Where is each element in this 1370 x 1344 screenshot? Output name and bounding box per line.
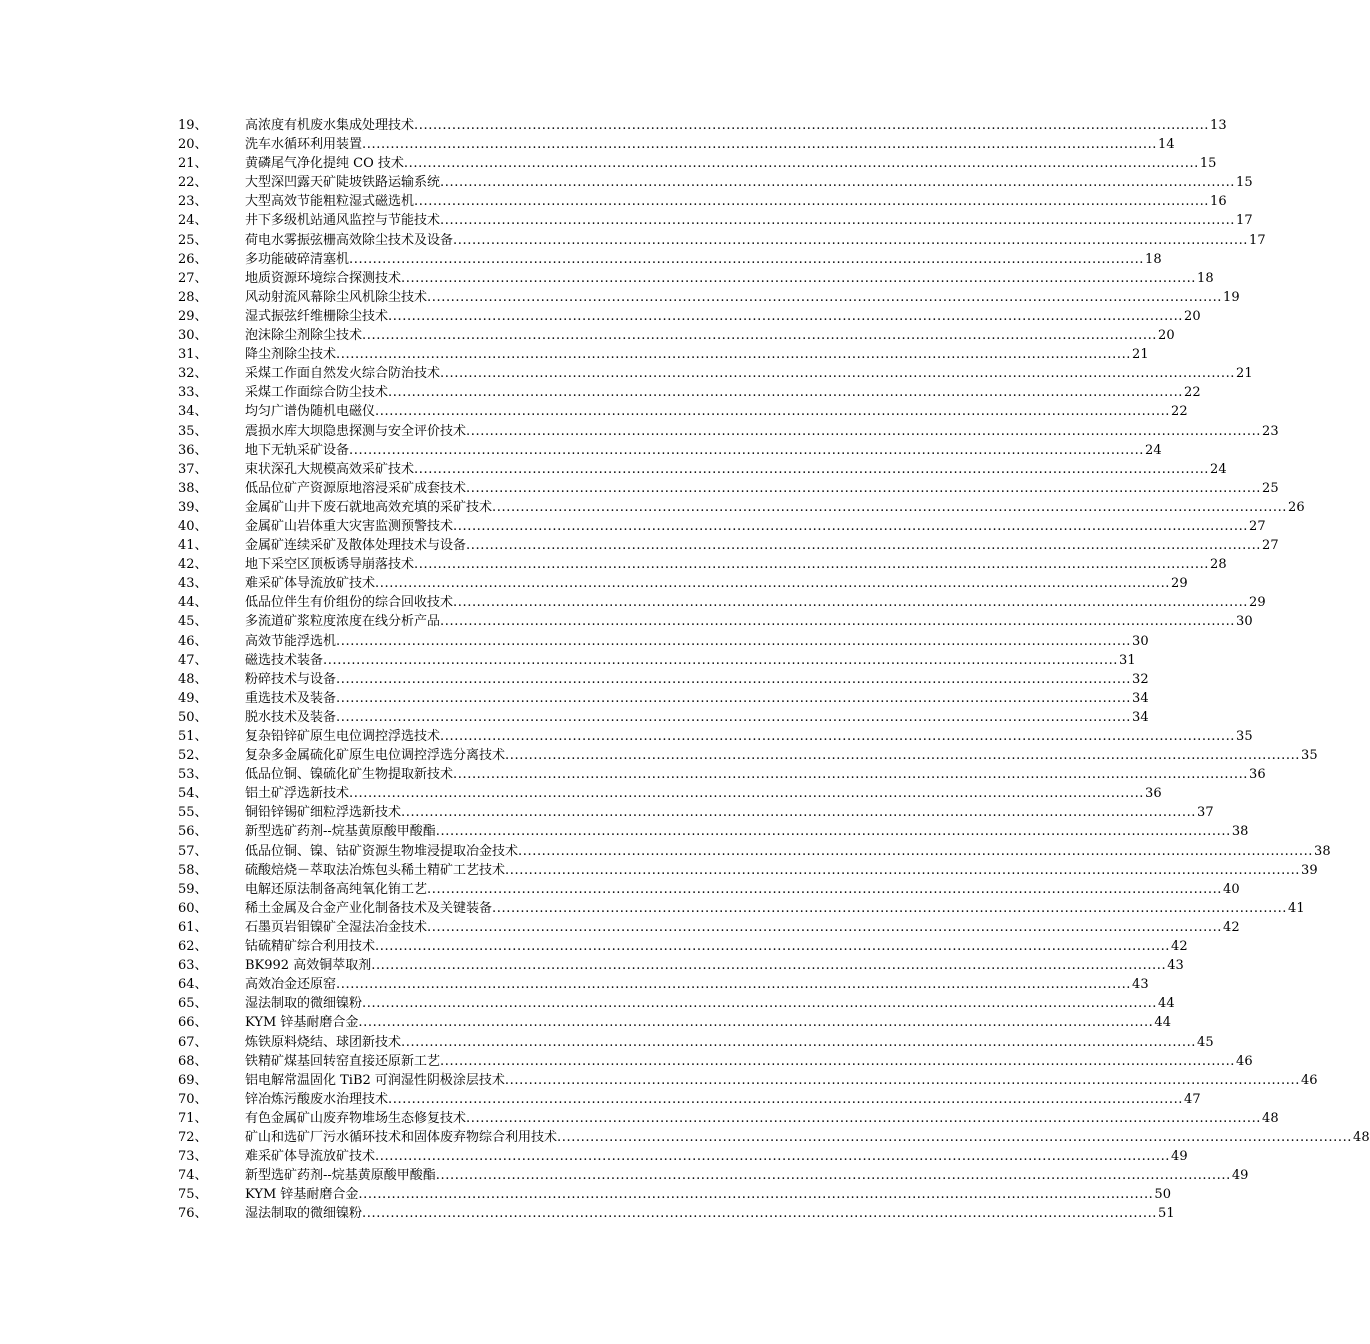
toc-entry[interactable] <box>178 307 1201 326</box>
toc-entry[interactable] <box>178 937 1188 956</box>
toc-entry[interactable] <box>178 1071 1318 1090</box>
toc-entry-title: BK992 高效铜萃取剂 <box>245 958 372 974</box>
toc-entry[interactable] <box>178 1109 1279 1128</box>
toc-entry-title: 降尘剂除尘技术 <box>245 347 337 363</box>
toc-entry-title: 难采矿体导流放矿技术 <box>245 1149 376 1165</box>
toc-dot-leader <box>388 383 1183 402</box>
toc-dot-leader <box>440 173 1235 192</box>
toc-entry-title: 金属矿山井下废石就地高效充填的采矿技术 <box>245 499 493 515</box>
toc-entry-page: 19 <box>1223 289 1240 305</box>
toc-dot-leader <box>505 746 1300 765</box>
toc-entry-page: 49 <box>1231 1168 1249 1184</box>
toc-entry[interactable] <box>178 250 1162 269</box>
toc-entry-page: 41 <box>1288 900 1305 916</box>
toc-entry-page: 30 <box>1132 633 1149 649</box>
toc-entry-page: 21 <box>1236 366 1253 382</box>
toc-entry-number: 59、 <box>178 881 208 897</box>
toc-entry-title: 粉碎技术与设备 <box>245 671 337 687</box>
toc-entry-number: 36、 <box>178 442 208 458</box>
toc-entry-number: 38、 <box>178 480 208 496</box>
toc-entry[interactable] <box>178 1185 1171 1204</box>
toc-entry-title: 有色金属矿山废弃物堆场生态修复技术 <box>245 1110 467 1126</box>
toc-dot-leader <box>375 1147 1170 1166</box>
toc-entry-page: 29 <box>1249 595 1266 611</box>
toc-entry-title: 采煤工作面综合防尘技术 <box>245 385 389 401</box>
toc-entry-number: 51、 <box>178 729 208 744</box>
toc-dot-leader <box>401 1033 1196 1052</box>
toc-entry-page: 39 <box>1301 862 1318 878</box>
toc-entry[interactable] <box>178 536 1279 555</box>
toc-entry[interactable] <box>178 1090 1201 1109</box>
toc-entry-number: 47、 <box>178 652 208 668</box>
toc-entry-number: 32、 <box>178 366 208 382</box>
toc-entry-title: 荷电水雾振弦栅高效除尘技术及设备 <box>245 232 454 248</box>
toc-entry-number: 69、 <box>178 1072 208 1088</box>
toc-entry[interactable] <box>178 192 1227 211</box>
toc-entry[interactable] <box>178 288 1240 307</box>
toc-entry[interactable] <box>178 689 1149 708</box>
toc-entry-title: 高效节能浮选机 <box>245 633 337 649</box>
toc-entry-title: 复杂多金属硫化矿原生电位调控浮选分离技术 <box>245 748 506 764</box>
toc-entry-title: 大型高效节能粗粒湿式磁选机 <box>245 194 415 210</box>
toc-entry-title: 均匀广谱伪随机电磁仪 <box>245 404 376 420</box>
toc-entry-number: 76、 <box>178 1206 208 1222</box>
toc-entry-page: 18 <box>1145 251 1162 267</box>
toc-entry-page: 38 <box>1231 824 1249 840</box>
toc-entry-page: 14 <box>1158 137 1175 153</box>
toc-entry-number: 41、 <box>178 538 208 554</box>
toc-entry-title: 风动射流风幕除尘风机除尘技术 <box>245 289 428 305</box>
toc-entry[interactable] <box>178 784 1162 803</box>
toc-entry-page: 48 <box>1262 1110 1279 1126</box>
toc-dot-leader <box>336 708 1131 727</box>
toc-entry-number: 20、 <box>178 137 208 153</box>
toc-dot-leader <box>375 937 1170 956</box>
toc-entry-number: 53、 <box>178 767 208 783</box>
toc-entry-page: 40 <box>1223 881 1240 897</box>
toc-entry[interactable] <box>178 803 1214 822</box>
toc-entry-page: 34 <box>1132 690 1149 706</box>
toc-entry-number: 55、 <box>178 805 208 821</box>
toc-dot-leader <box>492 899 1287 918</box>
toc-entry-number: 19、 <box>178 118 208 133</box>
toc-entry[interactable] <box>178 899 1305 918</box>
toc-dot-leader <box>427 918 1222 937</box>
toc-dot-leader <box>362 1204 1157 1223</box>
toc-entry-number: 28、 <box>178 289 208 305</box>
toc-entry-title: 炼铁原料烧结、球团新技术 <box>245 1034 402 1050</box>
toc-dot-leader <box>336 975 1131 994</box>
toc-entry-title: 金属矿连续采矿及散体处理技术与设备 <box>245 538 467 554</box>
toc-entry-number: 46、 <box>178 633 208 649</box>
toc-entry-number: 65、 <box>178 996 208 1012</box>
toc-entry-page: 38 <box>1314 843 1331 859</box>
toc-entry-number: 68、 <box>178 1053 208 1069</box>
toc-entry-title: 采煤工作面自然发火综合防治技术 <box>245 366 441 382</box>
toc-entry-number: 61、 <box>178 919 208 935</box>
toc-entry[interactable] <box>178 460 1227 479</box>
toc-dot-leader <box>440 364 1235 383</box>
toc-entry-page: 25 <box>1262 480 1279 496</box>
toc-dot-leader <box>414 460 1209 479</box>
toc-dot-leader <box>440 1052 1235 1071</box>
toc-entry-page: 20 <box>1184 308 1201 324</box>
toc-entry[interactable] <box>178 822 1249 841</box>
toc-entry-title: 高浓度有机废水集成处理技术 <box>245 118 415 133</box>
toc-entry-title: 脱水技术及装备 <box>245 709 337 725</box>
toc-entry[interactable] <box>178 211 1253 230</box>
toc-dot-leader <box>358 1185 1153 1204</box>
toc-entry[interactable] <box>178 231 1266 250</box>
toc-entry-number: 73、 <box>178 1149 208 1165</box>
toc-entry-page: 42 <box>1171 939 1188 955</box>
toc-dot-leader <box>414 555 1209 574</box>
toc-entry-number: 45、 <box>178 614 208 630</box>
toc-entry-title: 铁精矿煤基回转窑直接还原新工艺 <box>245 1053 441 1069</box>
toc-dot-leader <box>349 441 1144 460</box>
toc-entry[interactable] <box>178 517 1266 536</box>
toc-dot-leader <box>336 670 1131 689</box>
toc-dot-leader <box>466 536 1261 555</box>
toc-entry-number: 57、 <box>178 843 208 859</box>
toc-dot-leader <box>362 135 1157 154</box>
toc-entry[interactable] <box>178 345 1149 364</box>
toc-entry-page: 46 <box>1300 1072 1318 1088</box>
toc-entry-page: 27 <box>1262 538 1279 554</box>
toc-entry-number: 34、 <box>178 404 208 420</box>
toc-entry-page: 17 <box>1236 213 1253 229</box>
toc-entry[interactable] <box>178 479 1279 498</box>
table-of-contents <box>178 116 1370 1223</box>
toc-entry-page: 44 <box>1158 996 1175 1012</box>
toc-entry[interactable] <box>178 154 1217 173</box>
toc-entry-page: 47 <box>1184 1091 1201 1107</box>
toc-entry-page: 29 <box>1171 576 1188 592</box>
toc-dot-leader <box>349 784 1144 803</box>
toc-dot-leader <box>375 574 1170 593</box>
toc-entry-number: 52、 <box>178 748 208 764</box>
toc-entry-number: 56、 <box>178 824 208 840</box>
toc-entry[interactable] <box>178 383 1201 402</box>
toc-entry-title: 磁选技术装备 <box>245 652 324 668</box>
toc-entry[interactable] <box>178 422 1279 441</box>
toc-dot-leader <box>466 1109 1261 1128</box>
toc-entry-title: 新型选矿药剂--烷基黄原酸甲酸酯 <box>245 1168 436 1184</box>
toc-entry-page: 31 <box>1119 652 1136 668</box>
toc-entry-title: 铝电解常温固化 TiB2 可润湿性阴极涂层技术 <box>245 1072 505 1088</box>
toc-dot-leader <box>436 822 1231 841</box>
toc-entry-title: 大型深凹露天矿陡坡铁路运输系统 <box>245 175 441 191</box>
toc-entry-number: 71、 <box>178 1110 208 1126</box>
toc-entry-page: 35 <box>1236 729 1253 744</box>
toc-entry[interactable] <box>178 975 1149 994</box>
toc-entry-page: 18 <box>1197 270 1214 286</box>
toc-entry-title: 稀土金属及合金产业化制备技术及关键装备 <box>245 900 493 916</box>
toc-entry-number: 33、 <box>178 385 208 401</box>
toc-entry-title: 新型选矿药剂--烷基黄原酸甲酸酯 <box>245 824 436 840</box>
toc-entry-number: 60、 <box>178 900 208 916</box>
toc-entry-number: 63、 <box>178 958 208 974</box>
toc-dot-leader <box>336 632 1131 651</box>
toc-dot-leader <box>358 1013 1153 1032</box>
toc-dot-leader <box>362 994 1157 1013</box>
toc-entry-page: 36 <box>1145 786 1162 802</box>
toc-entry-number: 58、 <box>178 862 208 878</box>
toc-entry-page: 48 <box>1353 1129 1370 1145</box>
toc-entry-title: 地下无轨采矿设备 <box>245 442 350 458</box>
toc-entry-number: 35、 <box>178 423 208 439</box>
toc-entry[interactable] <box>178 173 1253 192</box>
toc-dot-leader <box>388 307 1183 326</box>
toc-entry-title: 石墨页岩钼镍矿全湿法冶金技术 <box>245 919 428 935</box>
toc-entry-page: 22 <box>1171 404 1188 420</box>
toc-entry-page: 26 <box>1288 499 1305 515</box>
toc-entry-page: 20 <box>1158 328 1175 344</box>
toc-dot-leader <box>427 288 1222 307</box>
toc-entry-title: 难采矿体导流放矿技术 <box>245 576 376 592</box>
toc-entry-number: 62、 <box>178 939 208 955</box>
toc-entry-page: 49 <box>1171 1149 1188 1165</box>
toc-entry-page: 43 <box>1132 977 1149 993</box>
toc-entry-number: 54、 <box>178 786 208 802</box>
toc-entry-number: 22、 <box>178 175 208 191</box>
toc-entry-title: 湿法制取的微细镍粉 <box>245 996 363 1012</box>
toc-entry-number: 24、 <box>178 213 208 229</box>
toc-entry-page: 34 <box>1132 709 1149 725</box>
toc-entry[interactable] <box>178 574 1188 593</box>
toc-dot-leader <box>336 689 1131 708</box>
toc-dot-leader <box>401 269 1196 288</box>
toc-entry-number: 44、 <box>178 595 208 611</box>
toc-entry-title: 电解还原法制备高纯氧化铕工艺 <box>245 881 428 897</box>
toc-entry-title: 井下多级机站通风监控与节能技术 <box>245 213 441 229</box>
toc-entry-page: 36 <box>1249 767 1266 783</box>
toc-entry-page: 45 <box>1197 1034 1214 1050</box>
toc-entry-title: 湿式振弦纤维栅除尘技术 <box>245 308 389 324</box>
toc-entry[interactable] <box>178 135 1175 154</box>
toc-dot-leader <box>414 192 1209 211</box>
toc-entry-page: 28 <box>1210 557 1227 573</box>
toc-dot-leader <box>427 880 1222 899</box>
toc-entry-page: 51 <box>1158 1206 1175 1222</box>
toc-dot-leader <box>518 842 1313 861</box>
toc-entry-title: 洗车水循环利用装置 <box>245 137 363 153</box>
toc-entry-page: 35 <box>1301 748 1318 764</box>
toc-dot-leader <box>371 956 1166 975</box>
toc-entry-title: 黄磷尾气净化提纯 CO 技术 <box>245 156 404 172</box>
toc-dot-leader <box>436 1166 1231 1185</box>
toc-entry-page: 24 <box>1210 461 1227 477</box>
toc-entry[interactable] <box>178 555 1227 574</box>
toc-entry[interactable] <box>178 1052 1253 1071</box>
toc-entry-number: 64、 <box>178 977 208 993</box>
toc-entry-title: 铝土矿浮选新技术 <box>245 786 350 802</box>
toc-entry-title: 湿法制取的微细镍粉 <box>245 1206 363 1222</box>
toc-dot-leader <box>440 211 1235 230</box>
toc-dot-leader <box>440 612 1235 631</box>
toc-dot-leader <box>336 345 1131 364</box>
toc-entry[interactable] <box>178 956 1184 975</box>
toc-entry-page: 50 <box>1154 1187 1171 1203</box>
toc-dot-leader <box>414 116 1209 135</box>
toc-entry-title: 低品位伴生有价组份的综合回收技术 <box>245 595 454 611</box>
toc-entry-page: 13 <box>1210 118 1227 133</box>
toc-entry-number: 40、 <box>178 518 208 534</box>
toc-entry-number: 50、 <box>178 709 208 725</box>
toc-entry-number: 43、 <box>178 576 208 592</box>
toc-entry-title: 震损水库大坝隐患探测与安全评价技术 <box>245 423 467 439</box>
toc-entry-title: 泡沫除尘剂除尘技术 <box>245 328 363 344</box>
toc-entry[interactable] <box>178 1204 1175 1223</box>
toc-entry[interactable] <box>178 918 1240 937</box>
toc-entry-number: 25、 <box>178 232 208 248</box>
toc-entry[interactable] <box>178 861 1318 880</box>
toc-entry-number: 37、 <box>178 461 208 477</box>
toc-dot-leader <box>349 250 1144 269</box>
toc-entry[interactable] <box>178 1013 1171 1032</box>
toc-entry-number: 67、 <box>178 1034 208 1050</box>
toc-entry-title: KYM 锌基耐磨合金 <box>245 1015 359 1031</box>
toc-entry[interactable] <box>178 1147 1188 1166</box>
toc-entry-title: 矿山和选矿厂污水循环技术和固体废弃物综合利用技术 <box>245 1129 558 1145</box>
toc-entry-number: 66、 <box>178 1015 208 1031</box>
toc-entry-title: 地下采空区顶板诱导崩落技术 <box>245 557 415 573</box>
toc-dot-leader <box>453 593 1248 612</box>
toc-dot-leader <box>505 1071 1300 1090</box>
toc-dot-leader <box>505 861 1300 880</box>
toc-entry-page: 44 <box>1154 1015 1171 1031</box>
toc-entry-number: 72、 <box>178 1129 208 1145</box>
toc-entry[interactable] <box>178 593 1266 612</box>
toc-entry[interactable] <box>178 727 1253 746</box>
toc-dot-leader <box>404 154 1199 173</box>
toc-dot-leader <box>388 1090 1183 1109</box>
toc-dot-leader <box>557 1128 1352 1147</box>
toc-entry-number: 42、 <box>178 557 208 573</box>
toc-entry-page: 27 <box>1249 518 1266 534</box>
toc-entry-number: 30、 <box>178 328 208 344</box>
toc-entry-title: KYM 锌基耐磨合金 <box>245 1187 359 1203</box>
toc-dot-leader <box>466 422 1261 441</box>
toc-entry[interactable] <box>178 880 1240 899</box>
toc-entry-title: 低品位铜、镍、钴矿资源生物堆浸提取冶金技术 <box>245 843 519 859</box>
toc-entry[interactable] <box>178 651 1136 670</box>
toc-entry[interactable] <box>178 994 1175 1013</box>
toc-entry-number: 27、 <box>178 270 208 286</box>
toc-entry[interactable] <box>178 326 1175 345</box>
toc-entry-page: 16 <box>1210 194 1227 210</box>
toc-entry-number: 49、 <box>178 690 208 706</box>
toc-entry-number: 29、 <box>178 308 208 324</box>
toc-dot-leader <box>453 231 1248 250</box>
toc-entry-number: 31、 <box>178 347 208 363</box>
toc-entry-number: 75、 <box>178 1187 208 1203</box>
toc-entry-title: 低品位铜、镍硫化矿生物提取新技术 <box>245 767 454 783</box>
toc-entry-number: 48、 <box>178 671 208 687</box>
toc-entry[interactable] <box>178 269 1214 288</box>
toc-entry-title: 束状深孔大规模高效采矿技术 <box>245 461 415 477</box>
toc-entry[interactable] <box>178 402 1188 421</box>
toc-dot-leader <box>453 517 1248 536</box>
toc-entry[interactable] <box>178 612 1253 631</box>
toc-entry-number: 70、 <box>178 1091 208 1107</box>
toc-entry[interactable] <box>178 498 1305 517</box>
toc-entry-title: 低品位矿产资源原地溶浸采矿成套技术 <box>245 480 467 496</box>
toc-dot-leader <box>492 498 1287 517</box>
toc-entry-page: 17 <box>1249 232 1266 248</box>
toc-entry-page: 21 <box>1132 347 1149 363</box>
toc-entry-title: 重选技术及装备 <box>245 690 337 706</box>
toc-entry-number: 39、 <box>178 499 208 515</box>
toc-entry[interactable] <box>178 364 1253 383</box>
toc-entry-title: 铜铅锌锡矿细粒浮选新技术 <box>245 805 402 821</box>
toc-dot-leader <box>453 765 1248 784</box>
toc-dot-leader <box>323 651 1118 670</box>
toc-dot-leader <box>362 326 1157 345</box>
toc-dot-leader <box>466 479 1261 498</box>
toc-entry-title: 多流道矿浆粒度浓度在线分析产品 <box>245 614 441 630</box>
toc-entry-page: 46 <box>1236 1053 1253 1069</box>
toc-dot-leader <box>401 803 1196 822</box>
toc-entry-page: 15 <box>1236 175 1253 191</box>
toc-entry[interactable] <box>178 116 1227 135</box>
toc-entry-page: 43 <box>1167 958 1184 974</box>
toc-dot-leader <box>440 727 1235 746</box>
toc-entry-page: 32 <box>1132 671 1149 687</box>
toc-entry[interactable] <box>178 765 1266 784</box>
toc-entry-number: 21、 <box>178 156 208 172</box>
toc-entry-title: 多功能破碎清塞机 <box>245 251 350 267</box>
toc-entry-title: 硫酸焙烧－萃取法冶炼包头稀土精矿工艺技术 <box>245 862 506 878</box>
toc-entry-page: 30 <box>1236 614 1253 630</box>
toc-entry[interactable] <box>178 441 1162 460</box>
toc-entry-page: 23 <box>1262 423 1279 439</box>
toc-entry-page: 24 <box>1145 442 1162 458</box>
toc-entry[interactable] <box>178 1166 1249 1185</box>
toc-entry-title: 锌冶炼污酸废水治理技术 <box>245 1091 389 1107</box>
toc-entry-page: 15 <box>1199 156 1217 172</box>
toc-entry-title: 复杂铅锌矿原生电位调控浮选技术 <box>245 729 441 744</box>
toc-entry[interactable] <box>178 708 1149 727</box>
toc-entry-title: 高效冶金还原窑 <box>245 977 337 993</box>
toc-entry[interactable] <box>178 632 1149 651</box>
toc-entry-title: 钴硫精矿综合利用技术 <box>245 939 376 955</box>
toc-entry[interactable] <box>178 842 1331 861</box>
toc-entry[interactable] <box>178 1128 1370 1147</box>
toc-entry-page: 42 <box>1223 919 1240 935</box>
toc-entry-number: 26、 <box>178 251 208 267</box>
toc-entry-title: 地质资源环境综合探测技术 <box>245 270 402 286</box>
toc-entry[interactable] <box>178 746 1318 765</box>
toc-entry[interactable] <box>178 1033 1214 1052</box>
toc-dot-leader <box>375 402 1170 421</box>
toc-entry-page: 22 <box>1184 385 1201 401</box>
toc-entry-title: 金属矿山岩体重大灾害监测预警技术 <box>245 518 454 534</box>
toc-entry-number: 23、 <box>178 194 208 210</box>
toc-entry-page: 37 <box>1197 805 1214 821</box>
toc-entry-number: 74、 <box>178 1168 208 1184</box>
toc-entry[interactable] <box>178 670 1149 689</box>
